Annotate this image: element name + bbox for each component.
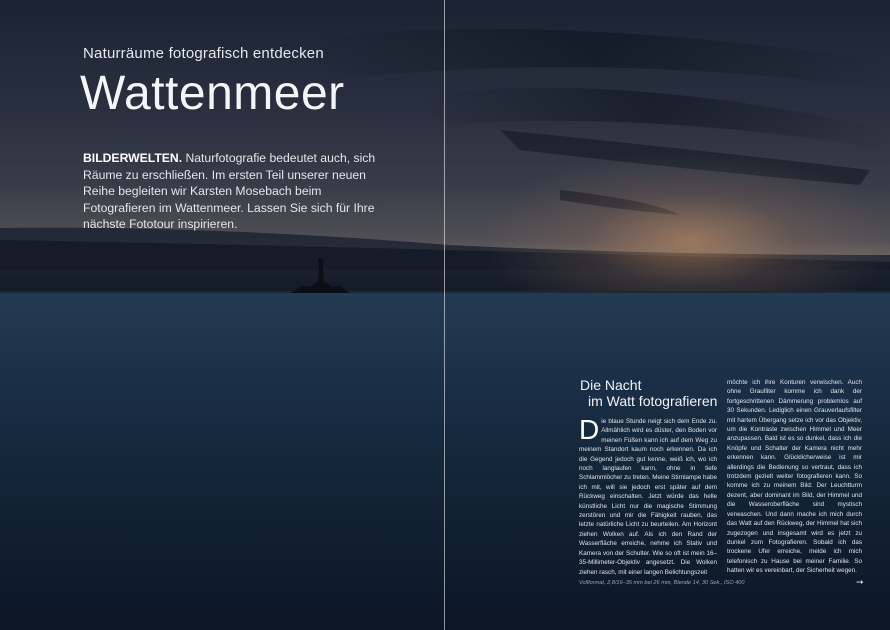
intro-text: Naturfotografie bedeutet auch, sich Räume zu erschließen. Im ersten Teil unserer neuen Reihe begleiten wir Karsten Mosebach beim Fotografieren im Wattenmeer. Lassen Sie sich für Ihre nächste Fototour inspirieren. — [83, 151, 376, 231]
intro-lead: BILDERWELTEN. — [83, 151, 183, 165]
page-gutter — [444, 0, 445, 630]
drop-cap: D — [579, 414, 600, 445]
article-column-2: möchte ich ihre Konturen verwischen. Auch ohne Graufilter komme ich dank der fortgeschrittenen Dämmerung problemlos auf 30 Sekunden. Lediglich einen Grauverlaufsfilter mit hartem Übergang setze ich vor das Objektiv, um die Kontraste zwischen Himmel und Meer anzupassen. Bald ist es so dunkel, dass ich die Knöpfe und Schalter der Kamera nicht mehr erkennen kann. Glücklicherweise ist mir allerdings die Bedienung so vertraut, dass ich trotzdem gezielt weiter fotografieren kann. So komme ich zu meinem Bild: Der Leuchtturm dezent, aber dominant im Bild, der Himmel und die Wasseroberfläche sind mystisch verwaschen. Und dann mache ich mich durch das Watt auf den Rückweg, der Himmel hat sich zugezogen und insgesamt wird es jetzt zu dunkel zum Fotografieren. Sobald ich das trockene Ufer erreiche, melde ich mich telefonisch zu Hause bei meiner Familie. So hatten wir es vereinbart, der Sicherheit wegen. — [727, 379, 862, 575]
lighthouse-silhouette — [288, 256, 352, 294]
section-heading-line1: Die Nacht — [580, 377, 642, 393]
section-heading — [580, 377, 720, 409]
next-page-arrow-icon: ➞ — [856, 578, 864, 588]
sunset-glow — [480, 150, 890, 300]
photo-caption: Vollformat, 2,8/16–35 mm bei 26 mm, Blende 14, 30 Sek., ISO 400 — [579, 580, 745, 586]
kicker-text: Naturräume fotografisch entdecken — [83, 45, 324, 62]
article-column-1-text: ie blaue Stunde neigt sich dem Ende zu. Allmählich wird es düster, den Boden vor meinen Füßen kann ich auf dem Weg zu meinem Standort kaum noch erkennen. Da ich die Gegend jedoch gut kenne, weiß ich, wo ich noch langlaufen kann, ohne in tiefe Schlammlöcher zu treten. Meine Stirnlampe habe ich mit, will sie jedoch erst später auf dem Rückweg einschalten. Jetzt würde das helle künstliche Licht nur die magische Stimmung zerstören und mir die Fähigkeit rauben, das letzte natürliche Licht zu beurteilen. Am Horizont ziehen Wolken auf. Als ich den Rand der Wasserfläche erreiche, nehme ich Stativ und Kamera von der Schulter. Wie so oft ist mein 16–35-Millimeter-Objektiv angesetzt. Die Wolken ziehen rasch, mit einer langen Belichtungszeit — [579, 418, 717, 576]
article-column-1 — [579, 414, 717, 577]
intro-paragraph — [83, 150, 393, 233]
page-title: Wattenmeer — [80, 67, 345, 120]
section-heading-line2: im Watt fotografieren — [588, 393, 718, 409]
